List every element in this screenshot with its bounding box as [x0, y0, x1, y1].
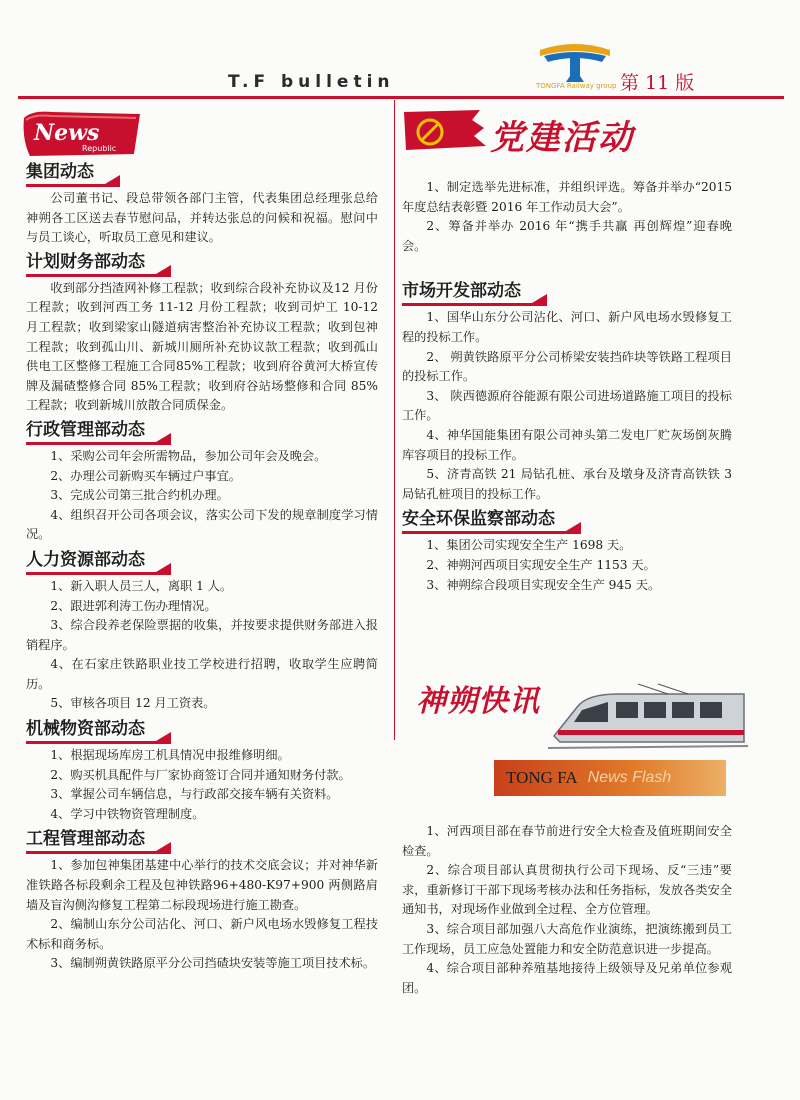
- flash-label: News Flash: [587, 769, 672, 786]
- news-badge-text: News: [34, 120, 100, 146]
- list-item: 4、综合项目部种养殖基地接待上级领导及兄弟单位参观团。: [402, 961, 732, 995]
- list-item: 1、制定选举先进标准，并组织评选。筹备并举办“2015 年度总结表彰暨 2016 年工作动员大会”。: [402, 180, 732, 214]
- flash-brand: TONG FA: [506, 768, 578, 787]
- section-group-news: [26, 160, 378, 248]
- section-title: 集团动态: [26, 160, 120, 187]
- list-item: 1、采购公司年会所需物品，参加公司年会及晚会。: [50, 448, 327, 463]
- section-hr: [26, 548, 378, 714]
- section-title: 机械物资部动态: [26, 717, 171, 744]
- list-item: 1、参加包神集团基建中心举行的技术交底会议；并对神华新准铁路各标段剩余工程及包神铁路96+480-K97+900 两侧路肩墙及盲沟侧沟修复工程第二标段现场进行施工勘查。: [26, 858, 378, 912]
- section-admin: [26, 418, 378, 545]
- list-item: 1、新入职人员三人，离职 1 人。: [50, 578, 233, 593]
- bulletin-title: T.F bulletin: [228, 72, 395, 92]
- list-item: 1、河西项目部在春节前进行安全大检查及值班期间安全检查。: [402, 824, 732, 858]
- list-item: 3、掌握公司车辆信息，与行政部交接车辆有关资料。: [50, 787, 339, 802]
- section-title: 市场开发部动态: [402, 279, 547, 306]
- section-title: 行政管理部动态: [26, 418, 171, 445]
- party-items: [402, 178, 732, 256]
- list-item: 2、编制山东分公司沾化、河口、新户风电场水毁修复工程技术标和商务标。: [26, 917, 378, 951]
- news-flash-banner: [494, 760, 726, 796]
- section-engineering: [26, 827, 378, 974]
- list-item: 4、在石家庄铁路职业技工学校进行招聘，收取学生应聘简历。: [26, 657, 378, 691]
- list-item: 3、 陕西德源府谷能源有限公司进场道路施工项目的投标工作。: [402, 388, 732, 423]
- list-item: 2、综合项目部认真贯彻执行公司下现场、反“三违”要求，重新修订干部下现场考核办法和任务指标，发放各类安全通知书，对现场作业做到全过程、全方位管理。: [402, 863, 732, 917]
- section-machinery: [26, 717, 378, 824]
- section-paragraph: 公司董书记、段总带领各部门主管，代表集团总经理张总给神朔各工区送去春节慰问品，并转达张总的问候和祝福。慰问中与员工谈心，听取员工意见和建议。: [26, 191, 378, 245]
- list-item: 4、组织召开公司各项会议，落实公司下发的规章制度学习情况。: [26, 507, 378, 542]
- list-item: 4、学习中铁物资管理制度。: [50, 806, 205, 821]
- list-item: 2、筹备并举办 2016 年“携手共赢 再创辉煌”迎春晚会。: [402, 219, 732, 253]
- left-column: [26, 160, 378, 977]
- section-safety: [402, 507, 732, 595]
- list-item: 2、跟进郭利涛工伤办理情况。: [50, 598, 217, 613]
- list-item: 3、综合项目部加强八大高危作业演练，把演练搬到员工工作现场，员工应急处置能力和安全防范意识进一步提高。: [402, 921, 732, 956]
- list-item: 4、神华国能集团有限公司神头第二发电厂贮灰场倒灰腾库容项目的投标工作。: [402, 427, 732, 462]
- list-item: 2、 朔黄铁路原平分公司桥梁安装挡砟块等铁路工程项目的投标工作。: [402, 349, 732, 384]
- list-item: 3、综合段养老保险票据的收集，并按要求提供财务部进入报销程序。: [26, 618, 378, 652]
- section-market: [402, 279, 732, 504]
- list-item: 1、国华山东分公司沾化、河口、新户风电场水毁修复工程的投标工作。: [402, 310, 732, 344]
- list-item: 5、济青高铁 21 局钻孔桩、承台及墩身及济青高铁铁 3 局钻孔桩项目的投标工作。: [402, 467, 732, 501]
- section-finance: [26, 250, 378, 416]
- column-divider: [394, 100, 395, 740]
- list-item: 2、神朔河西项目实现安全生产 1153 天。: [426, 557, 656, 572]
- party-building-title: 党建活动: [490, 118, 634, 158]
- list-item: 1、根据现场库房工机具情况申报维修明细。: [50, 748, 290, 763]
- logo-text: TONGFA Railway group: [536, 82, 617, 90]
- train-icon: [548, 680, 748, 752]
- republic-badge-text: Republic: [82, 144, 117, 153]
- list-item: 2、办理公司新购买车辆过户事宜。: [50, 468, 241, 483]
- section-title: 计划财务部动态: [26, 250, 171, 277]
- section-title: 安全环保监察部动态: [402, 507, 581, 534]
- section-title: 人力资源部动态: [26, 548, 171, 575]
- list-item: 5、审核各项目 12 月工资表。: [50, 696, 216, 711]
- section-title: 工程管理部动态: [26, 827, 171, 854]
- list-item: 1、集团公司实现安全生产 1698 天。: [426, 538, 632, 553]
- header-rule: [18, 96, 784, 99]
- list-item: 3、编制朔黄铁路原平分公司挡碴块安装等施工项目技术标。: [50, 956, 376, 971]
- shenshuo-items: [402, 822, 732, 998]
- section-paragraph: 收到部分挡渣网补修工程款；收到综合段补充协议及12 月份工程款；收到河西工务 11-12 月份工程款；收到司炉工 10-12 月工程款；收到梁家山隧道病害整治补充协议工程款；收到包神工程款；收到孤山川、新城川厕所补充协议款工程款；收到孤山供电工区整修工程施工合同85%工程款；收到府谷黄河大桥宣传牌及漏碴整修合同 85%工程款；收到府谷站场整修和合同 85%工程款；收到新城川放散合同质保金。: [26, 280, 378, 413]
- news-republic-badge: [22, 110, 142, 158]
- list-item: 3、完成公司第三批合约机办理。: [50, 488, 229, 503]
- list-item: 3、神朔综合段项目实现安全生产 945 天。: [426, 577, 661, 592]
- edition-number: 第 11 版: [620, 72, 695, 94]
- shenshuo-news-title: 神朔快讯: [416, 684, 540, 719]
- right-column: [402, 176, 732, 598]
- list-item: 2、购买机具配件与厂家协商签订合同并通知财务付款。: [50, 767, 351, 782]
